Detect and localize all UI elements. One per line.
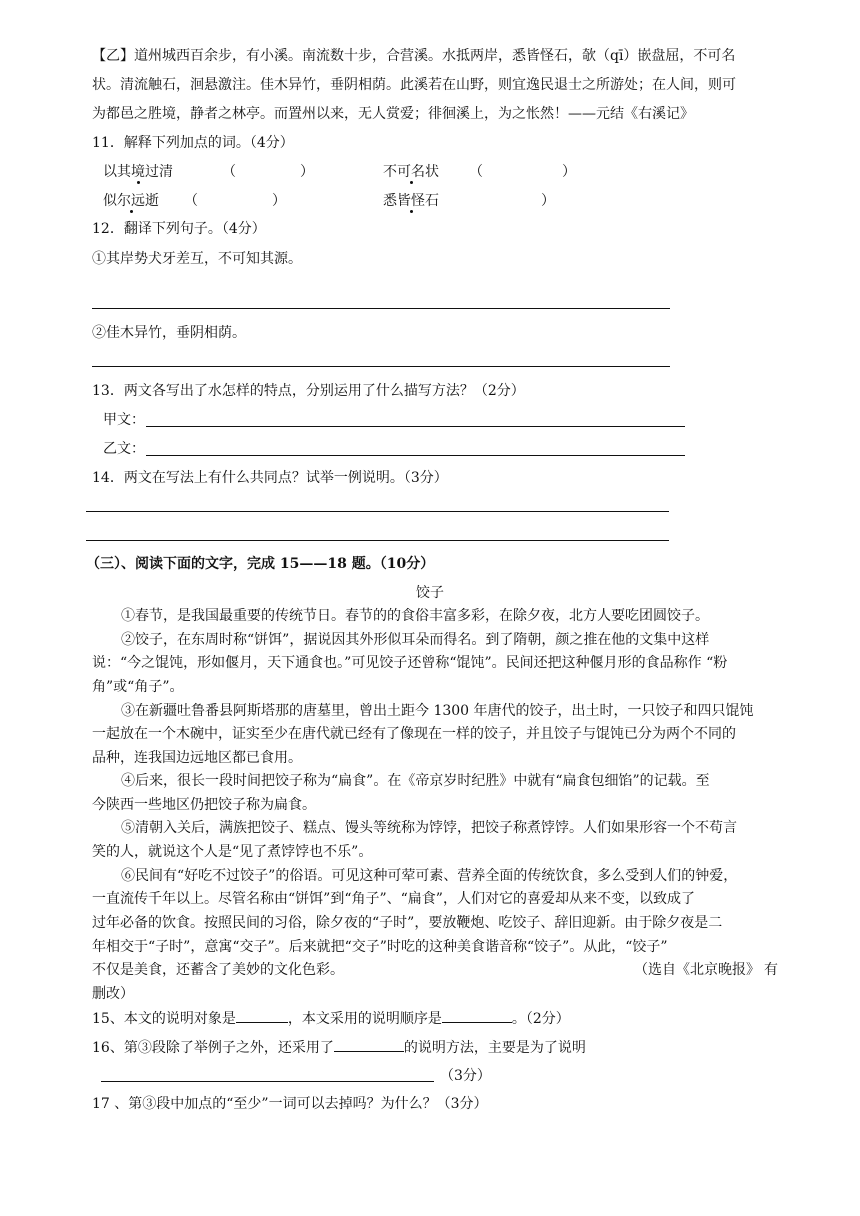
yi-passage-line-1: 【乙】道州城西百余步，有小溪。南流数十步，合营溪。水抵两岸，悉皆怪石，欹（qī）嵌盘屈，不可名 <box>92 48 736 64</box>
q16 <box>92 1037 586 1058</box>
article-p3-line-1: ③在新疆吐鲁番县阿斯塔那的唐墓里，曾出土距今 1300 年唐代的饺子，出土时，一只饺子和四只馄饨 <box>121 703 754 719</box>
q16-points: （3分） <box>440 1068 491 1084</box>
q13-jia-label: 甲文： <box>103 412 145 428</box>
q11-word-1 <box>103 162 173 182</box>
article-p6-line-4: 年相交于“子时”，意寓“交子”。后来就把“交子”时吃的这种美食谐音称“饺子”。从此，“饺子” <box>92 939 668 955</box>
q11-paren-4-close: ） <box>541 193 555 209</box>
q12-answer-line-2[interactable] <box>92 366 670 367</box>
q15-text-c: 。（2分） <box>511 1011 570 1027</box>
q12-title: 12．翻译下列句子。（4分） <box>92 221 266 237</box>
q14-answer-line-2[interactable] <box>86 540 669 541</box>
q15-blank-object[interactable] <box>236 1008 288 1023</box>
article-source: （选自《北京晚报》 <box>634 962 760 978</box>
article-source-end: 删改） <box>92 986 134 1002</box>
yi-passage-line-3: 为都邑之胜境，静者之林亭。而置州以来，无人赏爱；徘徊溪上，为之怅然！——元结《右溪记》 <box>92 106 694 122</box>
article-p2-line-3: 角”或“角子”。 <box>92 679 184 695</box>
article-source-tail: 有 <box>764 962 778 978</box>
article-p6-line-2: 一直流传千年以上。尽管名称由“饼饵”到“角子”、“扁食”，人们对它的喜爱却从来不变，以致成了 <box>92 891 695 907</box>
q13-jia-answer-line[interactable] <box>146 426 685 427</box>
q11-word-3-text: 似尔远逝 <box>103 193 159 209</box>
q12-sentence-1: ①其岸势犬牙差互，不可知其源。 <box>92 251 302 267</box>
q15 <box>92 1008 570 1029</box>
section3-heading: （三）、阅读下面的文字，完成 15——18 题。（10分） <box>86 556 435 572</box>
q11-word-2-text: 不可名状 <box>383 164 439 180</box>
q11-paren-1-close: ） <box>300 164 314 180</box>
article-p6-line-1: ⑥民间有“好吃不过饺子”的俗语。可见这种可荤可素、营养全面的传统饮食，多么受到人们的钟爱， <box>121 868 738 884</box>
q13-title: 13．两文各写出了水怎样的特点，分别运用了什么描写方法？（2分） <box>92 383 525 399</box>
q17: 17 、第③段中加点的“至少”一词可以去掉吗？为什么？（3分） <box>92 1096 488 1112</box>
q11-paren-3-open: （ <box>184 193 198 209</box>
article-p3-line-3: 品种，连我国边远地区都已食用。 <box>92 750 302 766</box>
q11-paren-2-open: （ <box>469 164 483 180</box>
q16-blank-method[interactable] <box>334 1037 404 1052</box>
yi-passage-line-2: 状。清流触石，洄悬激注。佳木异竹，垂阴相荫。此溪若在山野，则宜逸民退士之所游处；在人间，则可 <box>92 77 736 93</box>
q14-answer-line-1[interactable] <box>86 511 669 512</box>
q11-paren-2-close: ） <box>562 164 576 180</box>
article-p5-line-2: 笑的人，就说这个人是“见了煮饽饽也不乐”。 <box>92 844 373 860</box>
q15-blank-order[interactable] <box>442 1008 512 1023</box>
article-p4-line-2: 今陕西一些地区仍把饺子称为扁食。 <box>92 797 316 813</box>
q15-text-b: ，本文采用的说明顺序是 <box>287 1011 442 1027</box>
q15-text-a: 15、本文的说明对象是 <box>92 1011 236 1027</box>
q13-yi-answer-line[interactable] <box>146 455 685 456</box>
q11-title: 11．解释下列加点的词。（4分） <box>92 135 294 151</box>
q16-text-b: 的说明方法，主要是为了说明 <box>403 1040 586 1056</box>
q11-paren-3-close: ） <box>272 193 286 209</box>
article-p3-line-2: 一起放在一个木碗中，证实至少在唐代就已经有了像现在一样的饺子，并且饺子与馄饨已分为两个不同的 <box>92 726 736 742</box>
q11-word-1-text: 以其境过清 <box>103 164 173 180</box>
q11-word-2 <box>383 162 439 182</box>
article-p2-line-1: ②饺子，在东周时称“饼饵”，据说因其外形似耳朵而得名。到了隋朝，颜之推在他的文集中这样 <box>121 632 710 648</box>
article-p4-line-1: ④后来，很长一段时间把饺子称为“扁食”。在《帝京岁时纪胜》中就有“扁食包细馅”的记载。至 <box>121 773 710 789</box>
q11-word-4-text: 悉皆怪石 <box>383 193 439 209</box>
q16-answer-line[interactable] <box>101 1081 434 1082</box>
article-p1: ①春节，是我国最重要的传统节日。春节的的食俗丰富多彩，在除夕夜，北方人要吃团圆饺子。 <box>121 608 709 624</box>
q13-yi-label: 乙文： <box>103 441 145 457</box>
article-p5-line-1: ⑤清朝入关后，满族把饺子、糕点、馒头等统称为饽饽，把饺子称煮饽饽。人们如果形容一个不苟言 <box>121 820 737 836</box>
q11-paren-1-open: （ <box>222 164 236 180</box>
q11-word-3 <box>103 191 159 211</box>
article-title: 饺子 <box>416 585 444 601</box>
q14-title: 14．两文在写法上有什么共同点？试举一例说明。（3分） <box>92 470 448 486</box>
article-p6-line-3: 过年必备的饮食。按照民间的习俗，除夕夜的“子时”，要放鞭炮、吃饺子、辞旧迎新。由于除夕夜是二 <box>92 915 723 931</box>
article-p2-line-2: 说：“今之馄饨，形如偃月，天下通食也。”可见饺子还曾称“馄饨”。民间还把这种偃月形的食品称作 “粉 <box>92 655 728 671</box>
q12-sentence-2: ②佳木异竹，垂阴相荫。 <box>92 325 246 341</box>
q12-answer-line-1[interactable] <box>92 308 670 309</box>
q16-text-a: 16、第③段除了举例子之外，还采用了 <box>92 1040 334 1056</box>
q11-word-4 <box>383 191 439 211</box>
article-p6-line-5: 不仅是美食，还蓄含了美妙的文化色彩。 <box>92 962 344 978</box>
